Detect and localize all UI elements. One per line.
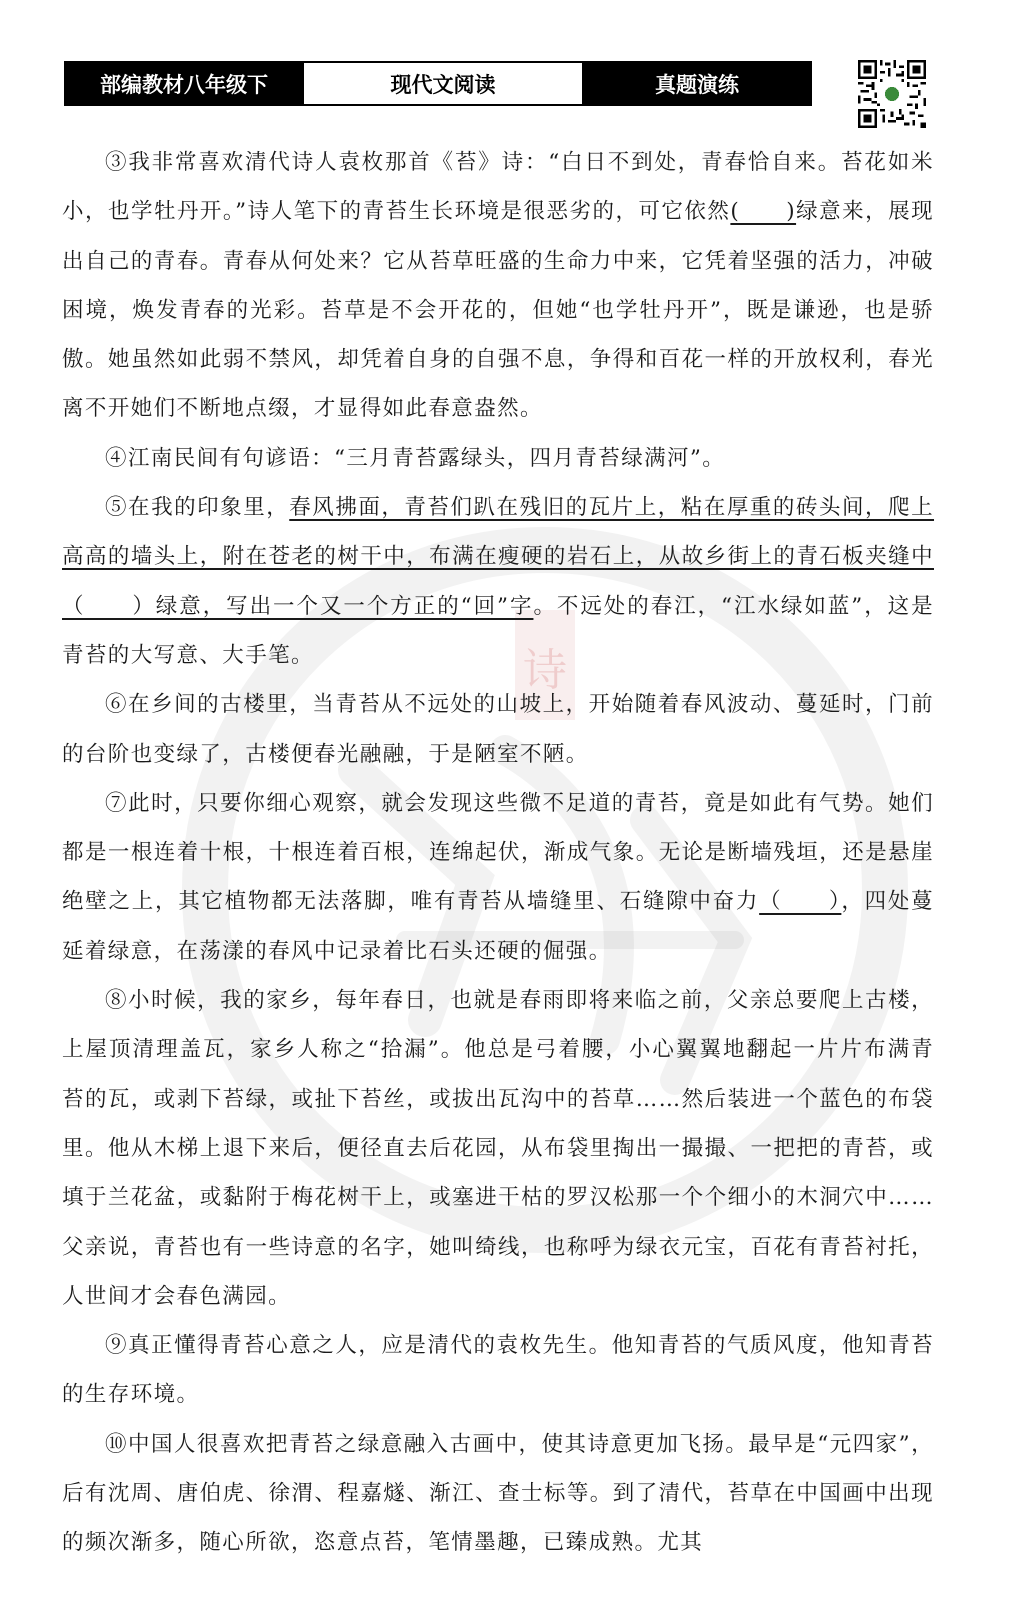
watermark-seal-char: 诗 bbox=[523, 645, 567, 696]
header-bar bbox=[64, 61, 812, 106]
paragraph-9: ⑨真正懂得青苔心意之人，应是清代的袁枚先生。他知青苔的气质风度，他知青苔的生存环境。 bbox=[62, 1333, 934, 1408]
paragraph-10: ⑩中国人很喜欢把青苔之绿意融入古画中，使其诗意更加飞扬。最早是“元四家”，后有沈周、唐伯虎、徐渭、程嘉燧、渐江、查士标等。到了清代，苔草在中国画中出现的频次渐多，随心所欲，恣意点苔，笔情墨趣，已臻成熟。尤其 bbox=[62, 1431, 934, 1556]
header-section-label: 现代文阅读 bbox=[302, 63, 584, 104]
answer-blank: ( ) bbox=[730, 199, 797, 225]
paragraph-7: ⑦此时，只要你细心观察，就会发现这些微不足道的青苔，竟是如此有气势。她们都是一根连着十根，十根连着百根，连绵起伏，渐成气象。无论是断墙残垣，还是悬崖绝壁之上，其它植物都无法落脚，唯有青苔从墙缝里、石缝隙中奋力（ ），四处蔓延着绿意，在荡漾的春风中记录着比石头还硬的倔强。 bbox=[62, 790, 934, 964]
header-grade-label: 部编教材八年级下 bbox=[66, 63, 302, 104]
paragraph-3: ③我非常喜欢清代诗人袁枚那首《苔》诗：“白日不到处，青春恰自来。苔花如米小，也学牡丹开。”诗人笔下的青苔生长环境是很恶劣的，可它依然( )绿意来，展现出自己的青春。青春从何处来？它从苔草旺盛的生命力中来，它凭着坚强的活力，冲破困境，焕发青春的光彩。苔草是不会开花的，但她“也学牡丹开”，既是谦逊，也是骄傲。她虽然如此弱不禁风，却凭着自身的自强不息，争得和百花一样的开放权利，春光离不开她们不断地点缀，才显得如此春意盎然。 bbox=[62, 150, 934, 422]
paragraph-5: ⑤在我的印象里，春风拂面，青苔们趴在残旧的瓦片上，粘在厚重的砖头间，爬上高高的墙头上，附在苍老的树干中，布满在瘦硬的岩石上，从故乡街上的青石板夹缝中（ ）绿意，写出一个又一个方正的“回”字。不远处的春江，“江水绿如蓝”，这是青苔的大写意、大手笔。 bbox=[62, 495, 935, 668]
paragraph-6: ⑥在乡间的古楼里，当青苔从不远处的山坡上，开始随着春风波动、蔓延时，门前的台阶也变绿了，古楼便春光融融，于是陋室不陋。 bbox=[62, 692, 934, 767]
paragraph-4: ④江南民间有句谚语：“三月青苔露绿头，四月青苔绿满河”。 bbox=[105, 445, 726, 471]
article-body bbox=[62, 138, 934, 1568]
header-practice-label: 真题演练 bbox=[584, 63, 810, 104]
underlined-sentence: 春风拂面，青苔们趴在残旧的瓦片上，粘在厚重的砖头间，爬上高高的墙头上，附在苍老的树干中，布满在瘦硬的岩石上，从故乡街上的青石板夹缝中（ ）绿意，写出一个又一个方正的“回”字 bbox=[62, 495, 935, 619]
qr-code-icon bbox=[858, 60, 926, 128]
paragraph-8: ⑧小时候，我的家乡，每年春日，也就是春雨即将来临之前，父亲总要爬上古楼，上屋顶清理盖瓦，家乡人称之“拾漏”。他总是弓着腰，小心翼翼地翻起一片片布满青苔的瓦，或剥下苔绿，或扯下苔丝，或拔出瓦沟中的苔草……然后装进一个蓝色的布袋里。他从木梯上退下来后，便径直去后花园，从布袋里掏出一撮撮、一把把的青苔，或填于兰花盆，或黏附于梅花树干上，或塞进干枯的罗汉松那一个个细小的木洞穴中……父亲说，青苔也有一些诗意的名字，她叫绮线，也称呼为绿衣元宝，百花有青苔衬托，人世间才会春色满园。 bbox=[62, 988, 934, 1309]
answer-blank: （ ） bbox=[759, 889, 842, 915]
